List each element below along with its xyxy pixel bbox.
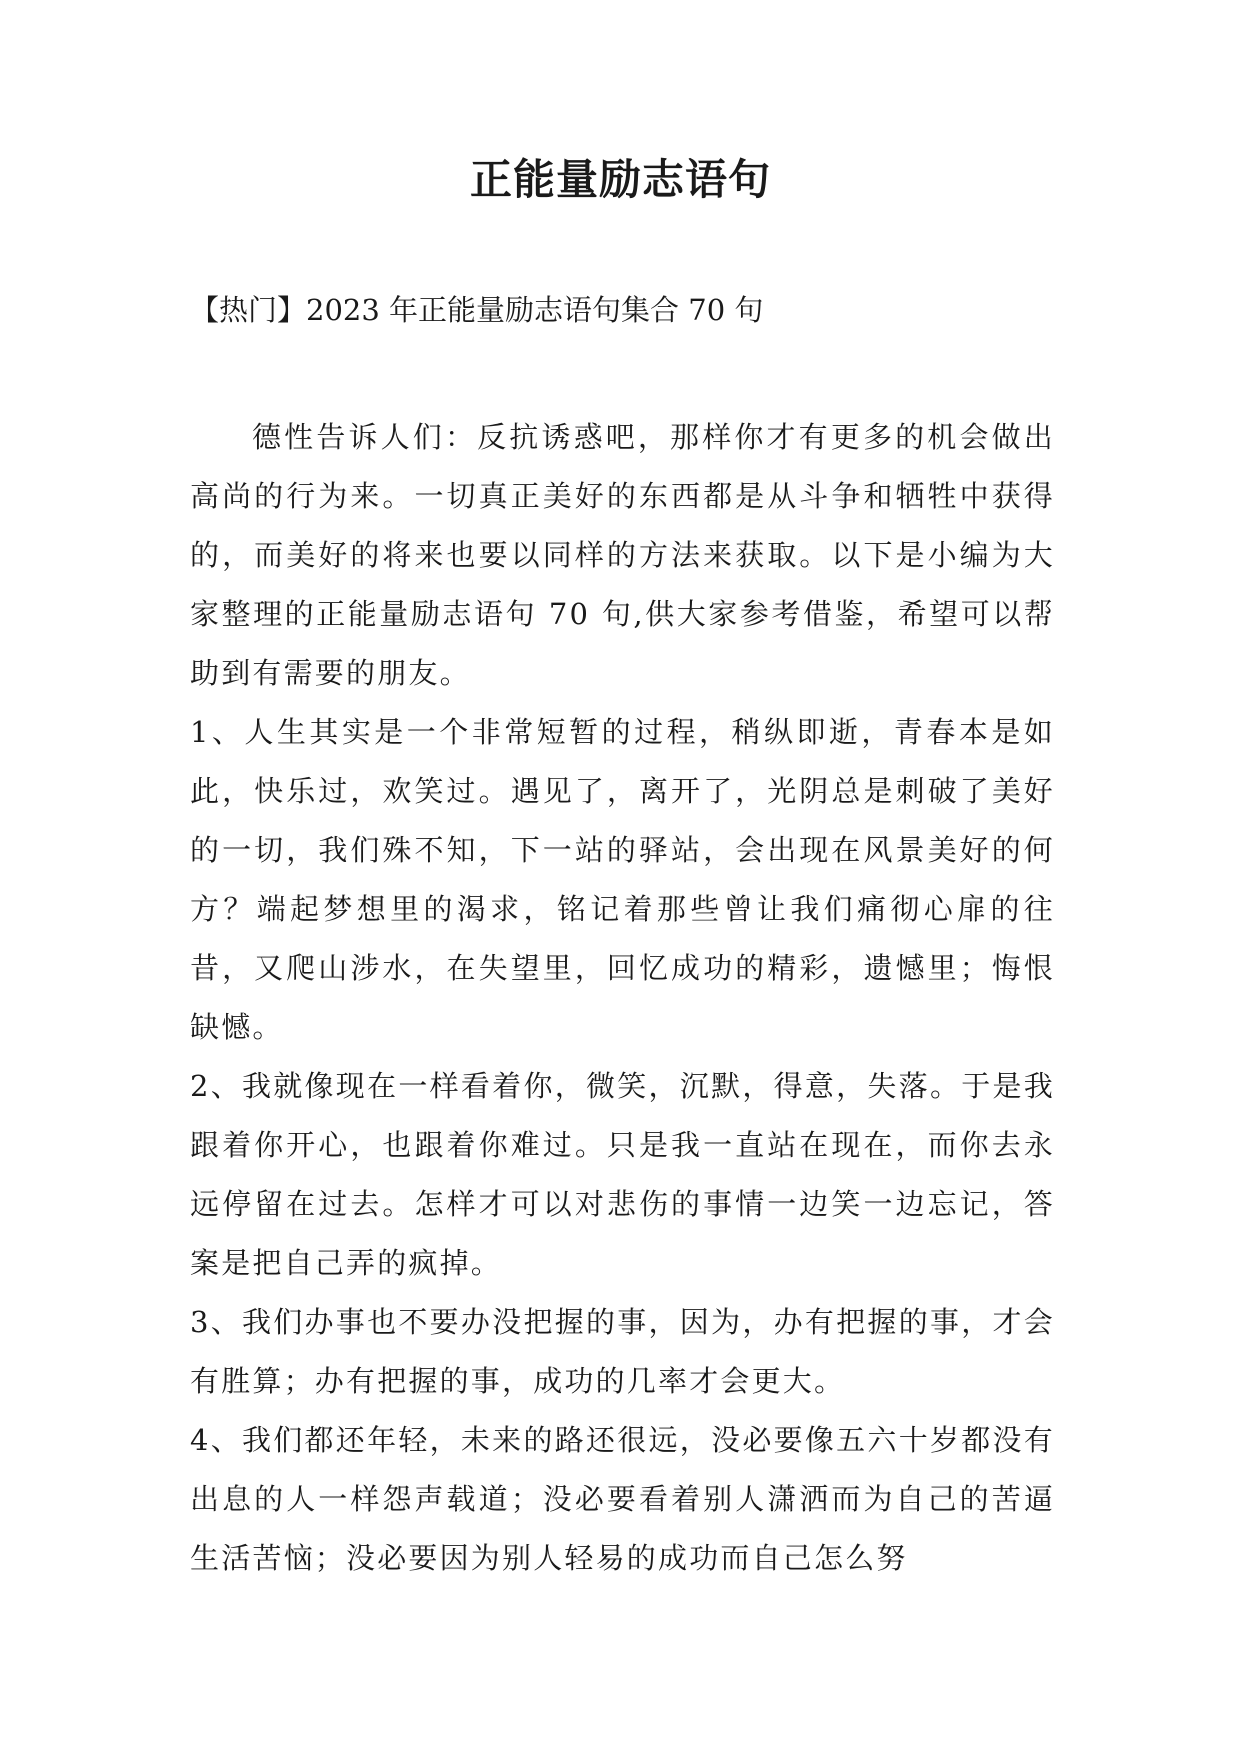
quote-paragraph-2: 2、我就像现在一样看着你，微笑，沉默，得意，失落。于是我跟着你开心，也跟着你难过。只是我一直站在现在，而你去永远停留在过去。怎样才可以对悲伤的事情一边笑一边忘记，答案是把自己弄的疯掉。	[190, 1069, 1055, 1280]
quote-paragraph-4: 4、我们都还年轻，未来的路还很远，没必要像五六十岁都没有出息的人一样怨声载道；没必要看着别人潇洒而为自己的苦逼生活苦恼；没必要因为别人轻易的成功而自己怎么努	[190, 1423, 1055, 1575]
document-subtitle: 【热门】2023 年正能量励志语句集合 70 句	[190, 293, 764, 327]
document-body	[190, 408, 1055, 1588]
quote-paragraph-3: 3、我们办事也不要办没把握的事，因为，办有把握的事，才会有胜算；办有把握的事，成功的几率才会更大。	[190, 1305, 1055, 1398]
quote-paragraph-1: 1、人生其实是一个非常短暂的过程，稍纵即逝，青春本是如此，快乐过，欢笑过。遇见了，离开了，光阴总是刺破了美好的一切，我们殊不知，下一站的驿站，会出现在风景美好的何方？端起梦想里的渴求，铭记着那些曾让我们痛彻心扉的往昔，又爬山涉水，在失望里，回忆成功的精彩，遗憾里；悔恨缺憾。	[190, 715, 1055, 1044]
document-title: 正能量励志语句	[469, 155, 771, 204]
intro-paragraph: 德性告诉人们：反抗诱惑吧，那样你才有更多的机会做出高尚的行为来。一切真正美好的东西都是从斗争和牺牲中获得的，而美好的将来也要以同样的方法来获取。以下是小编为大家整理的正能量励志语句 70 句,供大家参考借鉴，希望可以帮助到有需要的朋友。	[190, 420, 1055, 690]
